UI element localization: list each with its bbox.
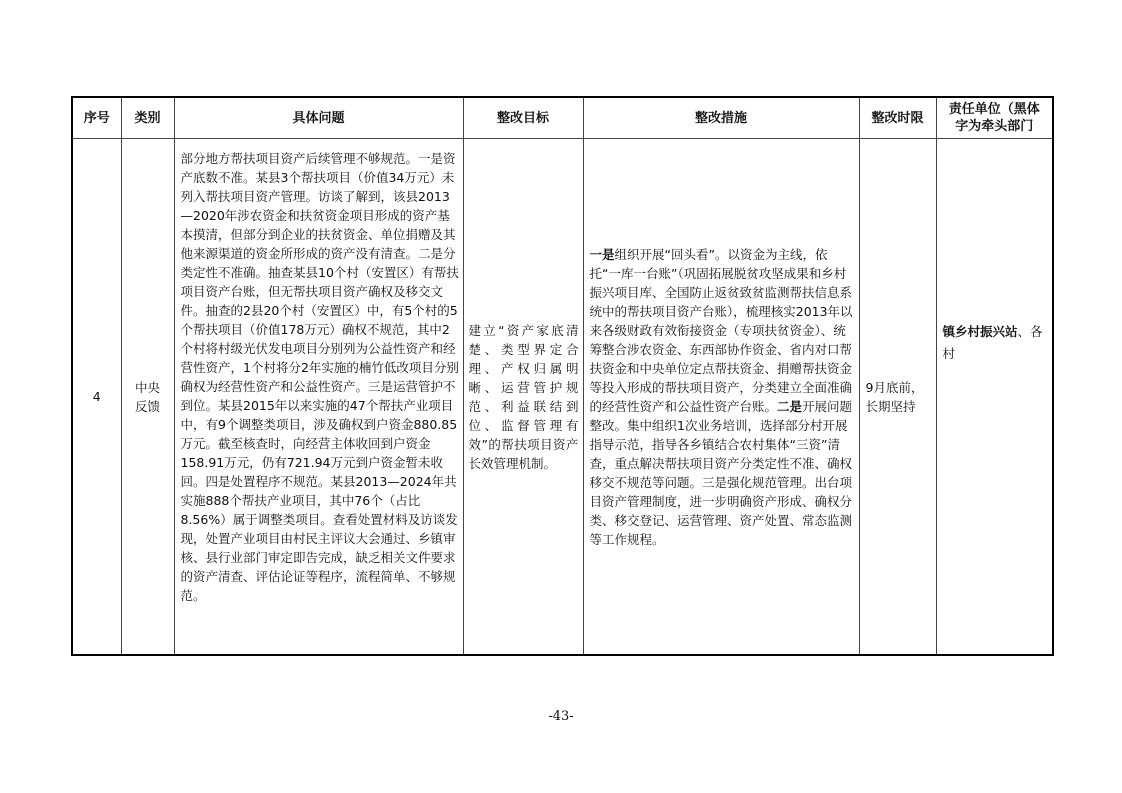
duty-lead: 镇乡村振兴站 bbox=[942, 324, 1018, 339]
duty-others: 、各村 bbox=[942, 324, 1043, 361]
row-duty bbox=[936, 139, 1053, 656]
row-category: 中央反馈 bbox=[121, 139, 174, 656]
row-measures bbox=[583, 139, 859, 656]
header-deadline: 整改时限 bbox=[859, 97, 936, 139]
measure-label-1: 一是 bbox=[589, 246, 615, 262]
header-measures: 整改措施 bbox=[583, 97, 859, 139]
row-problem: 部分地方帮扶项目资产后续管理不够规范。一是资产底数不准。某县3个帮扶项目（价值34万元）未列入帮扶项目资产管理。访谈了解到，该县2013—2020年涉农资金和扶贫资金项目形成的资产基本摸清，但部分到企业的扶贫资金、单位捐赠及其他来源渠道的资金所形成的资产没有清查。二是分类定性不准确。抽查某县10个村（安置区）有帮扶项目资产台账，但无帮扶项目资产确权及移交文件。抽查的2县20个村（安置区）中，有5个村的5个帮扶项目（价值178万元）确权不规范，其中2个村将村级光伏发电项目分别列为公益性资产和经营性资产，1个村将分2年实施的楠竹低改项目分别确权为经营性资产和公益性资产。三是运营管护不到位。某县2015年以来实施的47个帮扶产业项目中，有9个调整类项目，涉及确权到户资金880.85万元。截至核查时，向经营主体收回到户资金158.91万元，仍有721.94万元到户资金暂未收回。四是处置程序不规范。某县2013—2024年共实施888个帮扶产业项目，其中76个（占比8.56%）属于调整类项目。查看处置材料及访谈发现，处置产业项目由村民主评议大会通过、乡镇审核、县行业部门审定即告完成，缺乏相关文件要求的资产清查、评估论证等程序，流程简单、不够规范。 bbox=[174, 139, 463, 656]
measure-label-2: 二是 bbox=[777, 398, 803, 414]
header-goal: 整改目标 bbox=[463, 97, 583, 139]
header-problem: 具体问题 bbox=[174, 97, 463, 139]
header-category: 类别 bbox=[121, 97, 174, 139]
row-goal: 建立“资产家底清楚、类型界定合理、产权归属明晰、运营管护规范、利益联结到位、监督管理有效”的帮扶项目资产长效管理机制。 bbox=[463, 139, 583, 656]
header-no: 序号 bbox=[72, 97, 121, 139]
page-number: -43- bbox=[548, 709, 574, 724]
row-deadline: 9月底前，长期坚持 bbox=[859, 139, 936, 656]
measure-text-1: 组织开展“回头看”。以资金为主线，依托“一库一台账”（巩固拓展脱贫攻坚成果和乡村振兴项目库、全国防止返贫致贫监测帮扶信息系统中的帮扶项目资产台账），梳理核实2013年以来各级财政有效衔接资金（专项扶贫资金）、统筹整合涉农资金、东西部协作资金、省内对口帮扶资金和中央单位定点帮扶资金、捐赠帮扶资金等投入形成的帮扶项目资产，分类建立全面准确的经营性资产和公益性资产台账。 bbox=[589, 246, 853, 414]
rectification-table bbox=[71, 96, 1054, 656]
table-row bbox=[72, 139, 1053, 656]
header-row bbox=[72, 97, 1053, 139]
measure-text-2: 开展问题整改。集中组织1次业务培训，选择部分村开展指导示范，指导各乡镇结合农村集体“三资”清查，重点解决帮扶项目资产分类定性不准、确权移交不规范等问题。三是强化规范管理。出台项目资产管理制度，进一步明确资产形成、确权分类、移交登记、运营管理、资产处置、常态监测等工作规程。 bbox=[589, 398, 853, 547]
row-no: 4 bbox=[72, 139, 121, 656]
header-duty: 责任单位（黑体字为牵头部门 bbox=[936, 97, 1053, 139]
